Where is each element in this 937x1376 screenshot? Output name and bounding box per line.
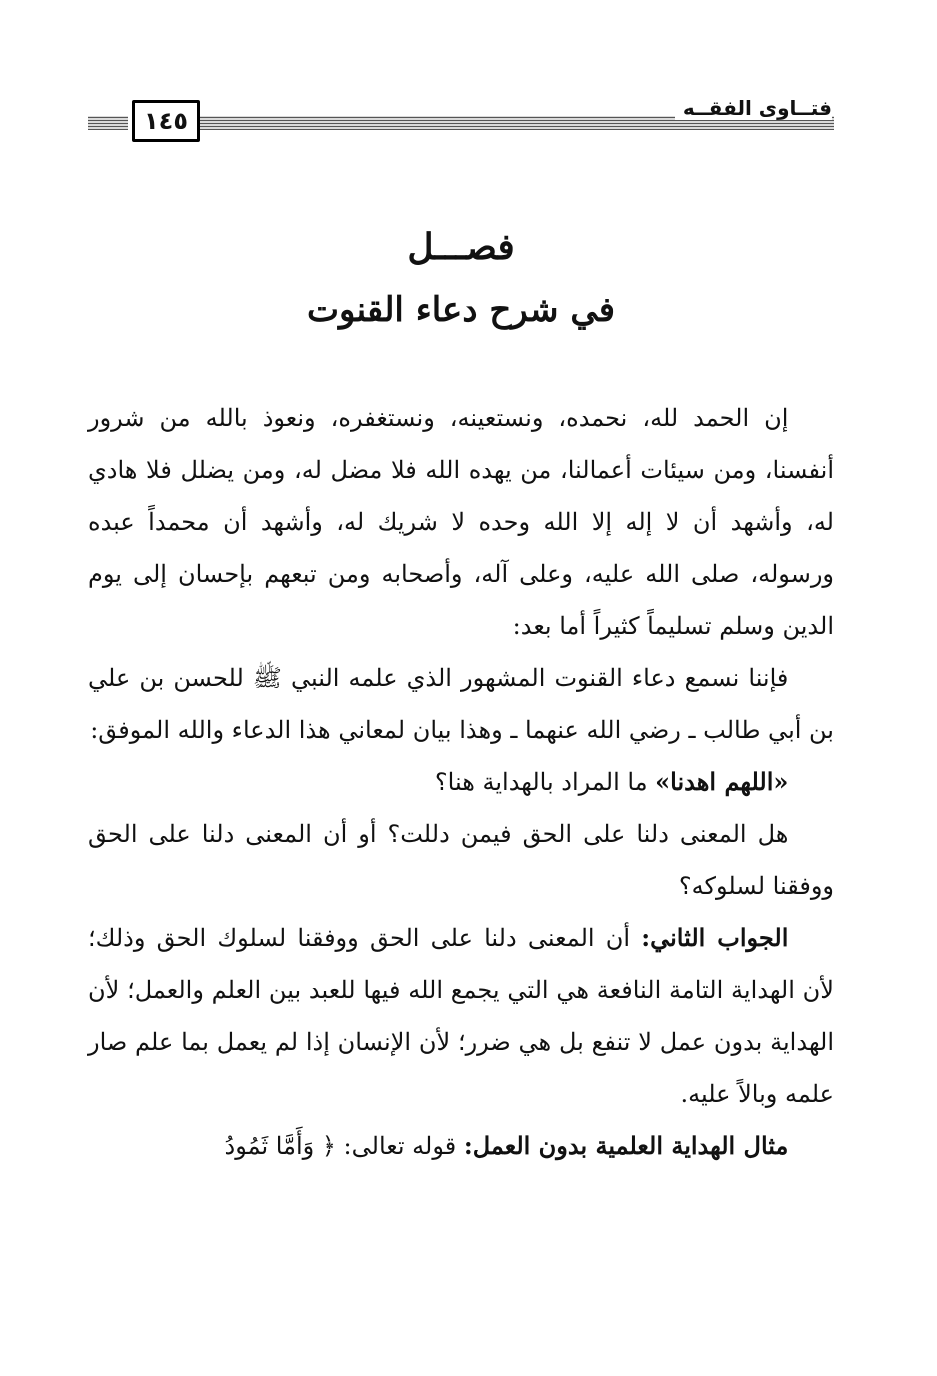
paragraph-options [88,808,834,912]
paragraph-text: هل المعنى دلنا على الحق فيمن دللت؟ أو أن المعنى دلنا على الحق ووفقنا لسلوكه؟ [88,820,834,900]
page-number: ١٤٥ [132,100,200,142]
body-text [88,392,834,1172]
paragraph-bold-lead: «اللهم اهدنا» [655,767,789,796]
book-title: فتــاوى الفقــه [675,96,832,120]
paragraph-question [88,756,834,808]
paragraph-text: إن الحمد لله، نحمده، ونستعينه، ونستغفره، ونعوذ بالله من شرور أنفسنا، ومن سيئات أعمالنا، من يهده الله فلا مضل له، ومن يضلل فلا هادي له، وأشهد أن لا إله إلا الله وحده لا شريك له، وأشهد أن محمداً عبده ورسوله، صلى الله عليه، وعلى آله، وأصحابه ومن تبعهم بإحسان إلى يوم الدين وسلم تسليماً كثيراً أما بعد: [88,404,834,640]
paragraph-bold-lead: مثال الهداية العلمية بدون العمل: [463,1131,789,1160]
paragraph-bold-lead: الجواب الثاني: [641,923,789,952]
section-title: فصـــل [407,226,515,268]
paragraph-text: أن المعنى دلنا على الحق ووفقنا لسلوك الحق وذلك؛ لأن الهداية التامة النافعة هي التي يجمع الله فيها للعبد بين العلم والعمل؛ لأن الهداية بدون عمل لا تنفع بل هي ضرر؛ لأن الإنسان إذا لم يعمل بما علم صار علمه وبالاً عليه. [88,924,834,1108]
section-subtitle: في شرح دعاء القنوت [307,290,615,330]
paragraph-answer [88,912,834,1120]
paragraph-text: فإننا نسمع دعاء القنوت المشهور الذي علمه النبي ﷺ للحسن بن علي بن أبي طالب ـ رضي الله عنهما ـ وهذا بيان لمعاني هذا الدعاء والله الموفق: [88,664,834,744]
paragraph-text: قوله تعالى: ﴿ وَأَمَّا ثَمُودُ [224,1132,464,1160]
running-header [88,98,834,142]
paragraph-text: ما المراد بالهداية هنا؟ [434,768,656,796]
paragraph-example [88,1120,834,1172]
paragraph-opening [88,392,834,652]
header-rule-left [88,116,128,130]
paragraph-intro [88,652,834,756]
